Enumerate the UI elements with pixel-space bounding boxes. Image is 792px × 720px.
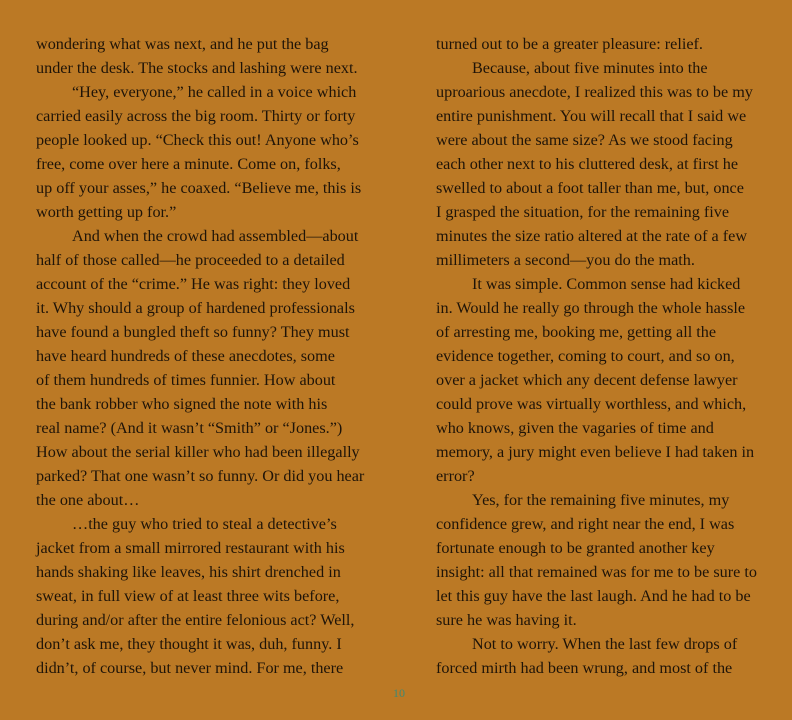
text-line: during and/or after the entire felonious act? Well, bbox=[36, 611, 355, 629]
text-line: the bank robber who signed the note with his bbox=[36, 395, 328, 413]
text-line: How about the serial killer who had been illegally bbox=[36, 443, 360, 461]
text-line: Not to worry. When the last few drops of bbox=[472, 635, 738, 653]
text-line: under the desk. The stocks and lashing were next. bbox=[36, 59, 358, 77]
left-text-column bbox=[36, 32, 366, 680]
text-line: the one about… bbox=[36, 491, 140, 509]
text-line: Because, about five minutes into the bbox=[472, 59, 708, 77]
text-line: worth getting up for.” bbox=[36, 203, 177, 221]
text-line: memory, a jury might even believe I had taken in bbox=[436, 443, 755, 461]
text-line: free, come over here a minute. Come on, folks, bbox=[36, 155, 341, 173]
text-line: parked? That one wasn’t so funny. Or did you hear bbox=[36, 467, 365, 485]
text-line: forced mirth had been wrung, and most of the bbox=[436, 659, 733, 677]
text-line: people looked up. “Check this out! Anyone who’s bbox=[36, 131, 359, 149]
text-line: …the guy who tried to steal a detective’s bbox=[72, 515, 337, 533]
text-line: it. Why should a group of hardened professionals bbox=[36, 299, 355, 317]
text-line: insight: all that remained was for me to be sure to bbox=[436, 563, 757, 581]
text-line: up off your asses,” he coaxed. “Believe me, this is bbox=[36, 179, 362, 197]
text-line: real name? (And it wasn’t “Smith” or “Jones.”) bbox=[36, 419, 343, 437]
text-line: Yes, for the remaining five minutes, my bbox=[472, 491, 730, 509]
text-line: let this guy have the last laugh. And he had to be bbox=[436, 587, 751, 605]
text-line: wondering what was next, and he put the bag bbox=[36, 35, 329, 53]
text-line: were about the same size? As we stood facing bbox=[436, 131, 733, 149]
text-line: sweat, in full view of at least three wits before, bbox=[36, 587, 340, 605]
text-line: over a jacket which any decent defense lawyer bbox=[436, 371, 738, 389]
text-line: And when the crowd had assembled—about bbox=[72, 227, 359, 245]
text-line: half of those called—he proceeded to a detailed bbox=[36, 251, 345, 269]
text-line: fortunate enough to be granted another key bbox=[436, 539, 715, 557]
text-line: didn’t, of course, but never mind. For me, there bbox=[36, 659, 344, 677]
text-line: account of the “crime.” He was right: they loved bbox=[36, 275, 351, 293]
right-text-column bbox=[436, 32, 766, 680]
text-line: of arresting me, booking me, getting all the bbox=[436, 323, 717, 341]
text-line: uproarious anecdote, I realized this was to be my bbox=[436, 83, 753, 101]
text-line: jacket from a small mirrored restaurant with his bbox=[36, 539, 345, 557]
text-line: hands shaking like leaves, his shirt drenched in bbox=[36, 563, 341, 581]
text-line: It was simple. Common sense had kicked bbox=[472, 275, 741, 293]
text-line: turned out to be a greater pleasure: relief. bbox=[436, 35, 703, 53]
text-line: have heard hundreds of these anecdotes, some bbox=[36, 347, 335, 365]
text-line: in. Would he really go through the whole hassle bbox=[436, 299, 746, 317]
text-line: I grasped the situation, for the remaining five bbox=[436, 203, 730, 221]
text-line: could prove was virtually worthless, and which, bbox=[436, 395, 747, 413]
page-number: 10 bbox=[393, 686, 405, 700]
text-line: entire punishment. You will recall that I said we bbox=[436, 107, 747, 125]
text-line: evidence together, coming to court, and so on, bbox=[436, 347, 735, 365]
text-line: don’t ask me, they thought it was, duh, funny. I bbox=[36, 635, 342, 653]
text-line: minutes the size ratio altered at the rate of a few bbox=[436, 227, 748, 245]
text-line: each other next to his cluttered desk, at first he bbox=[436, 155, 739, 173]
text-line: “Hey, everyone,” he called in a voice which bbox=[72, 83, 357, 101]
text-line: confidence grew, and right near the end, I was bbox=[436, 515, 735, 533]
text-line: of them hundreds of times funnier. How about bbox=[36, 371, 336, 389]
text-line: who knows, given the vagaries of time and bbox=[436, 419, 714, 437]
text-line: millimeters a second—you do the math. bbox=[436, 251, 695, 269]
text-line: carried easily across the big room. Thirty or forty bbox=[36, 107, 356, 125]
text-line: error? bbox=[436, 467, 475, 485]
text-line: sure he was having it. bbox=[436, 611, 577, 629]
text-line: have found a bungled theft so funny? They must bbox=[36, 323, 350, 341]
text-line: swelled to about a foot taller than me, but, once bbox=[436, 179, 744, 197]
